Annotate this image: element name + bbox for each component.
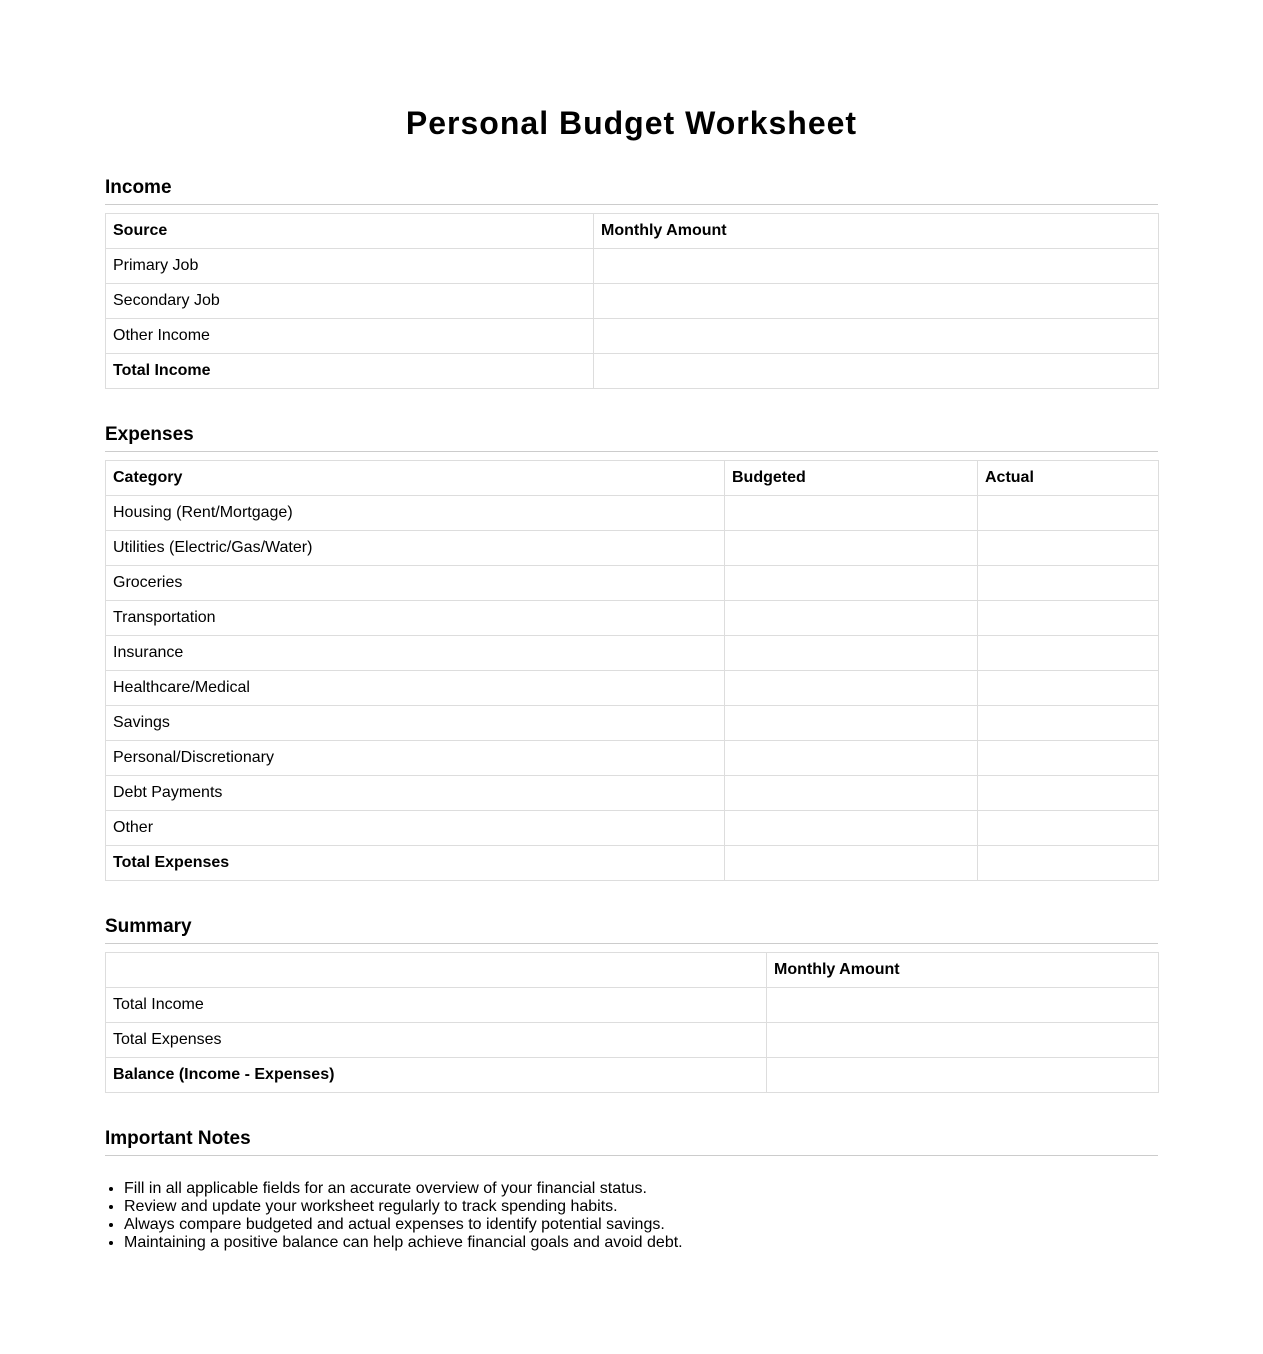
budgeted-cell[interactable]	[725, 636, 978, 671]
actual-cell[interactable]	[978, 531, 1159, 566]
actual-cell[interactable]	[978, 636, 1159, 671]
page-title: Personal Budget Worksheet	[405, 105, 858, 141]
balance-label: Balance (Income - Expenses)	[106, 1058, 767, 1093]
column-header-actual: Actual	[978, 461, 1159, 496]
expense-category-cell: Housing (Rent/Mortgage)	[106, 496, 725, 531]
income-source-cell: Other Income	[106, 319, 594, 354]
budgeted-cell[interactable]	[725, 566, 978, 601]
expenses-heading: Expenses	[105, 422, 1158, 452]
total-budgeted-cell[interactable]	[725, 846, 978, 881]
column-header-monthly-amount: Monthly Amount	[767, 953, 1159, 988]
column-header-budgeted: Budgeted	[725, 461, 978, 496]
expense-category-cell: Personal/Discretionary	[106, 741, 725, 776]
actual-cell[interactable]	[978, 671, 1159, 706]
expenses-section	[105, 422, 1158, 881]
budgeted-cell[interactable]	[725, 496, 978, 531]
expense-category-cell: Groceries	[106, 566, 725, 601]
table-row	[106, 601, 1159, 636]
table-row	[106, 811, 1159, 846]
notes-section	[105, 1126, 1158, 1252]
actual-cell[interactable]	[978, 601, 1159, 636]
monthly-amount-cell[interactable]	[767, 988, 1159, 1023]
income-table	[105, 213, 1159, 389]
summary-heading: Summary	[105, 914, 1158, 944]
column-header-blank	[106, 953, 767, 988]
budgeted-cell[interactable]	[725, 741, 978, 776]
table-header-row	[106, 461, 1159, 496]
actual-cell[interactable]	[978, 776, 1159, 811]
table-row	[106, 566, 1159, 601]
monthly-amount-cell[interactable]	[594, 284, 1159, 319]
table-row	[106, 496, 1159, 531]
summary-section	[105, 914, 1158, 1093]
income-source-cell: Secondary Job	[106, 284, 594, 319]
actual-cell[interactable]	[978, 706, 1159, 741]
table-row	[106, 988, 1159, 1023]
expense-category-cell: Savings	[106, 706, 725, 741]
column-header-category: Category	[106, 461, 725, 496]
income-section	[105, 175, 1158, 389]
table-row	[106, 249, 1159, 284]
total-row	[106, 846, 1159, 881]
total-row	[106, 354, 1159, 389]
table-row	[106, 1023, 1159, 1058]
total-income-amount-cell[interactable]	[594, 354, 1159, 389]
expenses-table	[105, 460, 1159, 881]
budgeted-cell[interactable]	[725, 531, 978, 566]
balance-row	[106, 1058, 1159, 1093]
table-row	[106, 741, 1159, 776]
expense-category-cell: Insurance	[106, 636, 725, 671]
table-row	[106, 284, 1159, 319]
summary-label-cell: Total Income	[106, 988, 767, 1023]
income-heading: Income	[105, 175, 1158, 205]
total-income-label: Total Income	[106, 354, 594, 389]
actual-cell[interactable]	[978, 496, 1159, 531]
table-row	[106, 319, 1159, 354]
column-header-source: Source	[106, 214, 594, 249]
table-row	[106, 671, 1159, 706]
monthly-amount-cell[interactable]	[594, 319, 1159, 354]
column-header-monthly-amount: Monthly Amount	[594, 214, 1159, 249]
budgeted-cell[interactable]	[725, 776, 978, 811]
expense-category-cell: Utilities (Electric/Gas/Water)	[106, 531, 725, 566]
monthly-amount-cell[interactable]	[767, 1023, 1159, 1058]
table-row	[106, 636, 1159, 671]
actual-cell[interactable]	[978, 741, 1159, 776]
notes-heading: Important Notes	[105, 1126, 1158, 1156]
total-actual-cell[interactable]	[978, 846, 1159, 881]
notes-list	[105, 1180, 1158, 1252]
summary-table	[105, 952, 1159, 1093]
expense-category-cell: Debt Payments	[106, 776, 725, 811]
summary-label-cell: Total Expenses	[106, 1023, 767, 1058]
actual-cell[interactable]	[978, 566, 1159, 601]
list-item: • Always compare budgeted and actual expenses to identify potential savings.	[124, 1216, 1158, 1234]
budgeted-cell[interactable]	[725, 811, 978, 846]
actual-cell[interactable]	[978, 811, 1159, 846]
table-row	[106, 531, 1159, 566]
income-source-cell: Primary Job	[106, 249, 594, 284]
monthly-amount-cell[interactable]	[594, 249, 1159, 284]
table-row	[106, 706, 1159, 741]
balance-amount-cell[interactable]	[767, 1058, 1159, 1093]
table-header-row	[106, 214, 1159, 249]
expense-category-cell: Other	[106, 811, 725, 846]
expense-category-cell: Transportation	[106, 601, 725, 636]
total-expenses-label: Total Expenses	[106, 846, 725, 881]
budgeted-cell[interactable]	[725, 601, 978, 636]
budgeted-cell[interactable]	[725, 671, 978, 706]
list-item: • Fill in all applicable fields for an accurate overview of your financial status.	[124, 1180, 1158, 1198]
table-header-row	[106, 953, 1159, 988]
budgeted-cell[interactable]	[725, 706, 978, 741]
expense-category-cell: Healthcare/Medical	[106, 671, 725, 706]
table-row	[106, 776, 1159, 811]
list-item: • Review and update your worksheet regularly to track spending habits.	[124, 1198, 1158, 1216]
list-item: • Maintaining a positive balance can help achieve financial goals and avoid debt.	[124, 1234, 1158, 1252]
